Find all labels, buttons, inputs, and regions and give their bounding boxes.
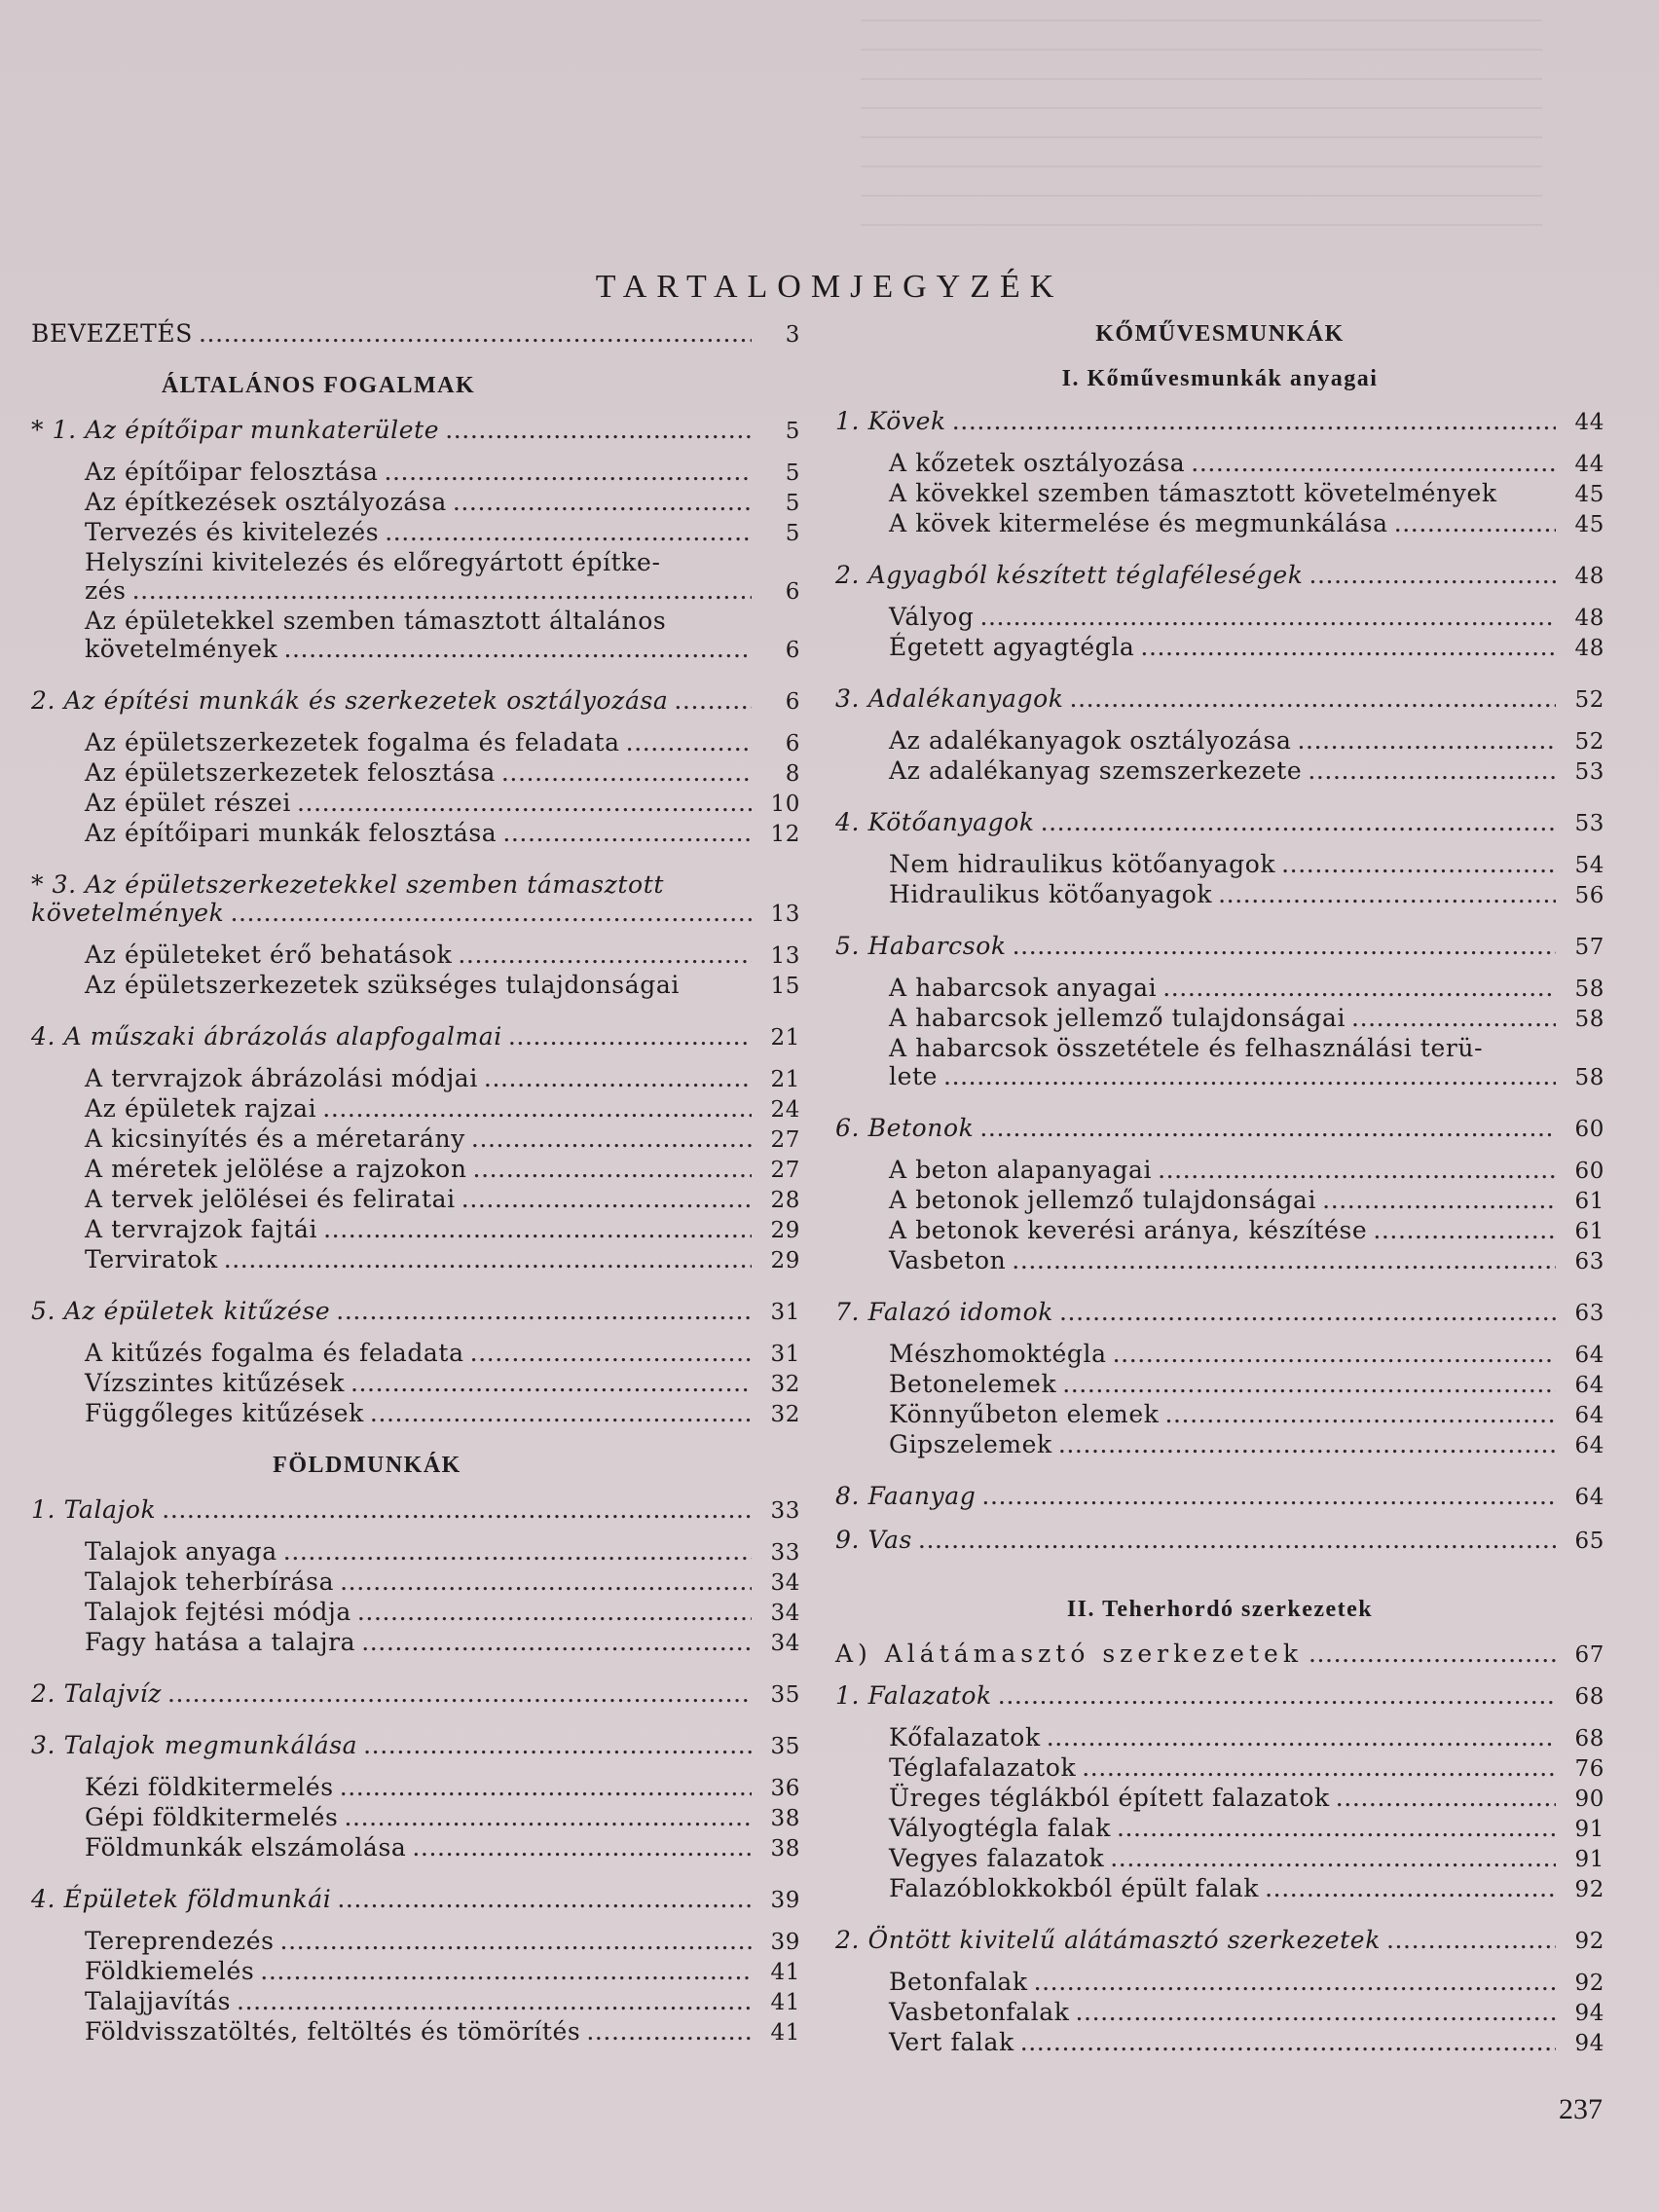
toc-chapter: 4. A műszaki ábrázolás alapfogalmai ..... 21: [31, 1022, 800, 1052]
toc-entry: A kőzetek osztályozása ..... 44: [835, 449, 1604, 479]
toc-entry: Terviratok ..... 29: [31, 1245, 800, 1275]
toc-entry: A kövekkel szemben támasztott követelmények 45: [889, 479, 1604, 507]
toc-entry: Vasbetonfalak ..... 94: [835, 1998, 1604, 2028]
toc-entry: A kitűzés fogalma és feladata ..... 31: [31, 1339, 800, 1369]
toc-chapter-wrapped: * 3. Az épületszerkezetekkel szemben támasztott követelmények ..... 13: [31, 870, 800, 929]
toc-chapter: 1. Talajok ..... 33: [31, 1495, 800, 1526]
toc-entry: Téglafalazatok ..... 76: [835, 1753, 1604, 1784]
toc-chapter: 2. Agyagból készített téglaféleségek ..... 48: [835, 561, 1604, 591]
toc-subentries: [835, 1968, 1604, 2058]
toc-entry: A tervrajzok fajtái ..... 29: [31, 1215, 800, 1245]
toc-subentries: [31, 728, 800, 849]
toc-entry: Tervezés és kivitelezés ..... 5: [31, 518, 800, 548]
toc-entry: A kövek kitermelése és megmunkálása ..... 45: [835, 509, 1604, 539]
toc-entry: Vegyes falazatok ..... 91: [835, 1844, 1604, 1874]
toc-entry: Az építőipar felosztása ..... 5: [31, 458, 800, 488]
toc-entry: Gépi földkitermelés ..... 38: [31, 1803, 800, 1833]
toc-entry: A beton alapanyagai ..... 60: [835, 1156, 1604, 1186]
toc-entry: Az épületszerkezetek felosztása ..... 8: [31, 758, 800, 789]
toc-chapter: 9. Vas ..... 65: [835, 1526, 1604, 1556]
toc-entry-wrapped: Az épületekkel szemben támasztott általános követelmények ..... 6: [31, 607, 800, 665]
toc-subentries: [835, 974, 1604, 1092]
toc-entry: Az építkezések osztályozása ..... 5: [31, 488, 800, 518]
toc-entry: Falazóblokkokból épült falak ..... 92: [835, 1874, 1604, 1904]
toc-chapter: 7. Falazó idomok ..... 63: [835, 1298, 1604, 1328]
toc-entry-bevezetes: BEVEZETÉS ..... 3: [31, 319, 800, 350]
toc-entry-wrapped: A habarcsok összetétele és felhasználási terü- lete ..... 58: [835, 1034, 1604, 1092]
toc-subentries: [31, 1773, 800, 1863]
toc-entry: Talajok teherbírása ..... 34: [31, 1567, 800, 1598]
toc-entry: Földmunkák elszámolása ..... 38: [31, 1833, 800, 1863]
toc-chapter: 5. Az épületek kitűzése ..... 31: [31, 1297, 800, 1327]
toc-chapter: 5. Habarcsok ..... 57: [835, 932, 1604, 962]
toc-entry: A tervrajzok ábrázolási módjai ..... 21: [31, 1064, 800, 1094]
toc-entry: A kicsinyítés és a méretarány ..... 27: [31, 1124, 800, 1155]
toc-subentries: [31, 1339, 800, 1429]
toc-entry: Talajok fejtési módja ..... 34: [31, 1598, 800, 1628]
toc-entry: Az építőipari munkák felosztása ..... 12: [31, 819, 800, 849]
toc-chapter: 4. Kötőanyagok ..... 53: [835, 808, 1604, 838]
toc-entry: Vályogtégla falak ..... 91: [835, 1814, 1604, 1844]
toc-entry: Az adalékanyagok osztályozása ..... 52: [835, 726, 1604, 756]
toc-chapter: 1. Falazatok ..... 68: [835, 1681, 1604, 1712]
section-heading: ÁLTALÁNOS FOGALMAK: [161, 373, 476, 398]
toc-entry: Az adalékanyag szemszerkezete ..... 53: [835, 756, 1604, 787]
toc-entry: Mészhomoktégla ..... 64: [835, 1340, 1604, 1370]
toc-subentries: [835, 1156, 1604, 1276]
toc-entry: Égetett agyagtégla ..... 48: [835, 633, 1604, 663]
page-number: 237: [1559, 2093, 1603, 2125]
toc-entry: Az épületek rajzai ..... 24: [31, 1094, 800, 1124]
toc-entry: A betonok keverési aránya, készítése ..... 61: [835, 1216, 1604, 1246]
subsection-heading: I. Kőművesmunkák anyagai: [1061, 366, 1379, 391]
toc-entry: A habarcsok jellemző tulajdonságai ..... 58: [835, 1004, 1604, 1034]
toc-entry: Nem hidraulikus kötőanyagok ..... 54: [835, 850, 1604, 880]
toc-entry: Az épület részei ..... 10: [31, 789, 800, 819]
toc-entry: Tereprendezés ..... 39: [31, 1927, 800, 1957]
toc-subentries: [835, 1340, 1604, 1460]
toc-entry: Betonelemek ..... 64: [835, 1370, 1604, 1400]
toc-entry-wrapped: Helyszíni kivitelezés és előregyártott építke- zés ..... 6: [31, 548, 800, 607]
toc-left-column: [31, 319, 800, 2047]
section-heading: FÖLDMUNKÁK: [273, 1453, 461, 1478]
toc-chapter: 2. Öntött kivitelű alátámasztó szerkezetek ..... 92: [835, 1926, 1604, 1956]
toc-subentries: [835, 850, 1604, 910]
toc-subentries: [835, 603, 1604, 663]
toc-subentries: [31, 940, 800, 1001]
page-title: TARTALOMJEGYZÉK: [595, 269, 1064, 305]
toc-entry: Vályog ..... 48: [835, 603, 1604, 633]
toc-entry: A habarcsok anyagai ..... 58: [835, 974, 1604, 1004]
bleed-through-texture: [861, 19, 1542, 253]
toc-chapter: 3. Talajok megmunkálása ..... 35: [31, 1731, 800, 1761]
toc-chapter: 3. Adalékanyagok ..... 52: [835, 684, 1604, 715]
toc-part-heading: A) Alátámasztó szerkezetek ..... 67: [835, 1640, 1604, 1670]
toc-chapter: 2. Talajvíz ..... 35: [31, 1679, 800, 1710]
toc-entry: Az épületszerkezetek fogalma és feladata ..... 6: [31, 728, 800, 758]
section-heading: KŐMŰVESMUNKÁK: [1095, 321, 1345, 347]
toc-subentries: [31, 458, 800, 665]
toc-entry: Az épületszerkezetek szükséges tulajdonságai 15: [85, 971, 800, 999]
toc-right-column: [835, 319, 1604, 2058]
toc-subentries: [31, 1927, 800, 2047]
toc-subentries: [31, 1064, 800, 1275]
toc-subentries: [835, 726, 1604, 787]
toc-entry: Kézi földkitermelés ..... 36: [31, 1773, 800, 1803]
toc-entry: Vasbeton ..... 63: [835, 1246, 1604, 1276]
toc-entry: Kőfalazatok ..... 68: [835, 1723, 1604, 1753]
subsection-heading: II. Teherhordó szerkezetek: [1066, 1597, 1374, 1622]
toc-entry: Fagy hatása a talajra ..... 34: [31, 1628, 800, 1658]
toc-entry: Üreges téglákból épített falazatok ..... 90: [835, 1784, 1604, 1814]
toc-chapter: 4. Épületek földmunkái ..... 39: [31, 1885, 800, 1915]
toc-subentries: [31, 1537, 800, 1658]
toc-entry: A méretek jelölése a rajzokon ..... 27: [31, 1155, 800, 1185]
toc-chapter: 6. Betonok ..... 60: [835, 1114, 1604, 1144]
toc-chapter: 2. Az építési munkák és szerkezetek osztályozása ..... 6: [31, 686, 800, 717]
toc-entry: Könnyűbeton elemek ..... 64: [835, 1400, 1604, 1430]
toc-entry: Földkiemelés ..... 41: [31, 1957, 800, 1987]
toc-entry: Vízszintes kitűzések ..... 32: [31, 1369, 800, 1399]
toc-entry: Földvisszatöltés, feltöltés és tömörítés ..... 41: [31, 2017, 800, 2047]
toc-entry: Talajjavítás ..... 41: [31, 1987, 800, 2017]
toc-entry: Betonfalak ..... 92: [835, 1968, 1604, 1998]
toc-entry: Gipszelemek ..... 64: [835, 1430, 1604, 1460]
toc-entry: Hidraulikus kötőanyagok ..... 56: [835, 880, 1604, 910]
toc-entry: A tervek jelölései és feliratai ..... 28: [31, 1185, 800, 1215]
toc-entry: Talajok anyaga ..... 33: [31, 1537, 800, 1567]
toc-entry: Függőleges kitűzések ..... 32: [31, 1399, 800, 1429]
toc-entry: Vert falak ..... 94: [835, 2028, 1604, 2058]
toc-chapter: * 1. Az építőipar munkaterülete ..... 5: [31, 416, 800, 446]
toc-subentries: [835, 1723, 1604, 1904]
toc-subentries: [835, 449, 1604, 539]
toc-entry: A betonok jellemző tulajdonságai ..... 61: [835, 1186, 1604, 1216]
toc-entry: Az épületeket érő behatások ..... 13: [31, 940, 800, 971]
toc-chapter: 8. Faanyag ..... 64: [835, 1482, 1604, 1512]
toc-chapter: 1. Kövek ..... 44: [835, 407, 1604, 437]
